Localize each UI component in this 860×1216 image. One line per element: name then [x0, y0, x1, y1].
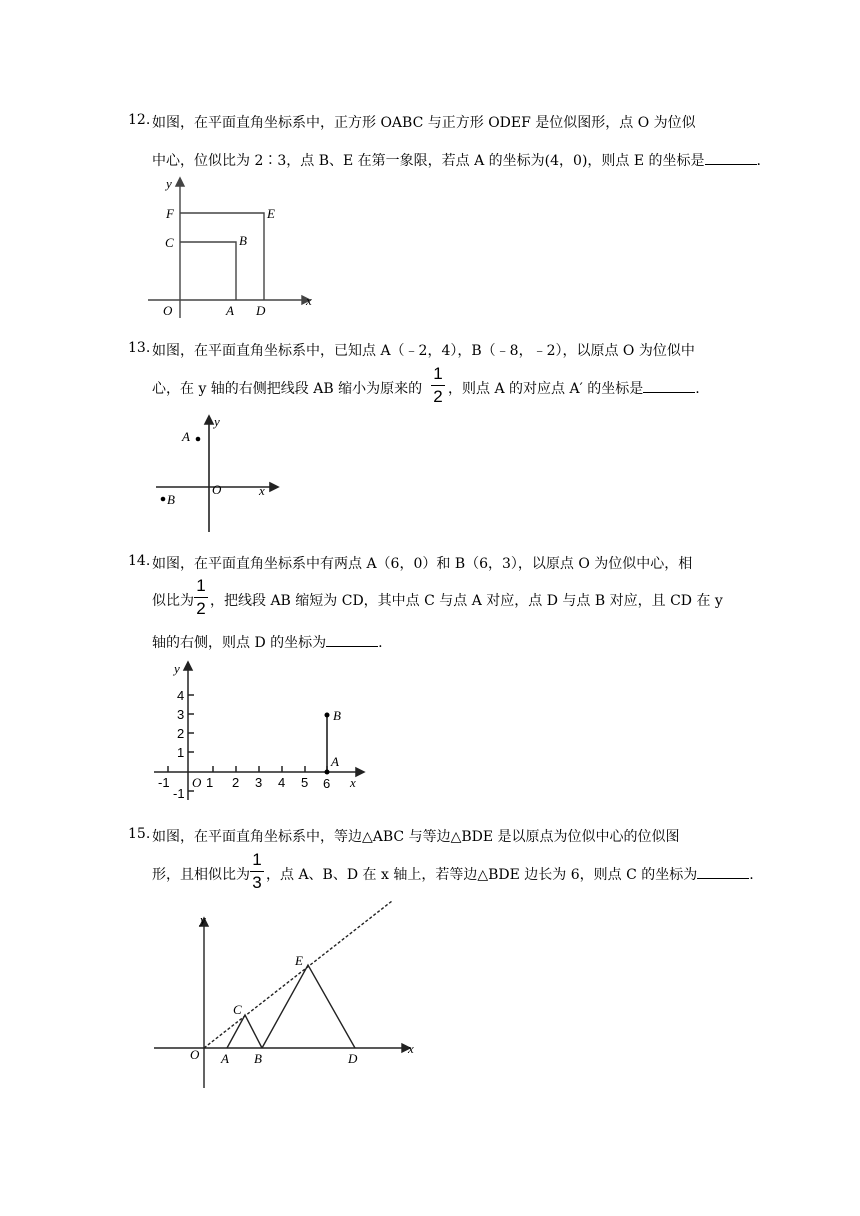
y-tick-4: 4	[177, 688, 185, 703]
label-A: A	[331, 754, 339, 769]
answer-blank[interactable]	[705, 152, 757, 165]
answer-blank[interactable]	[643, 380, 695, 393]
x-tick-1: 1	[206, 775, 214, 790]
fraction: 1 2	[194, 576, 208, 619]
answer-blank[interactable]	[326, 634, 378, 647]
label-A: A	[221, 1051, 229, 1066]
label-O: O	[163, 303, 173, 318]
label-B: B	[333, 708, 341, 723]
question-text-line1: 如图，在平面直角坐标系中，已知点 A（﹣2，4），B（﹣8，﹣2），以原点 O 为位似中	[152, 343, 695, 359]
x-tick-4: 4	[278, 775, 286, 790]
x-axis-label: x	[306, 293, 312, 308]
x-axis-label: x	[259, 483, 265, 498]
label-D: D	[348, 1051, 358, 1066]
x-tick-6: 6	[323, 776, 331, 791]
y-axis-label: y	[200, 912, 206, 927]
question-number: 12.	[128, 112, 151, 128]
x-axis-label: x	[408, 1041, 414, 1056]
label-B: B	[254, 1051, 262, 1066]
question-text-line2a: 心，在 y 轴的右侧把线段 AB 缩小为原来的	[152, 381, 423, 397]
label-D: D	[256, 303, 266, 318]
point-B	[325, 713, 330, 718]
y-tick-1: 1	[177, 745, 185, 760]
label-F: F	[166, 206, 174, 221]
fraction: 1 2	[431, 364, 445, 407]
label-O: O	[190, 1047, 200, 1062]
figure-14	[150, 660, 370, 810]
question-number: 15.	[128, 826, 151, 842]
question-number: 14.	[128, 553, 151, 569]
question-text-line2b: ，点 A、B、D 在 x 轴上，若等边△BDE 边长为 6，则点 C 的坐标为	[266, 867, 698, 883]
label-A: A	[182, 429, 190, 444]
question-text-line3: 轴的右侧，则点 D 的坐标为	[152, 635, 327, 651]
question-text-line2a: 似比为	[152, 593, 194, 609]
x-tick-3: 3	[255, 775, 263, 790]
label-B: B	[167, 492, 175, 507]
question-text-line1: 如图，在平面直角坐标系中，等边△ABC 与等边△BDE 是以原点为位似中心的位似图	[152, 829, 680, 845]
y-axis-label: y	[166, 176, 172, 191]
y-axis-label: y	[214, 414, 220, 429]
x-tick-5: 5	[301, 775, 309, 790]
fraction: 1 3	[250, 850, 264, 893]
figure-12	[140, 172, 330, 322]
figure-15	[150, 896, 430, 1096]
question-number: 13.	[128, 340, 151, 356]
question-text-line2a: 形，且相似比为	[152, 867, 250, 883]
x-tick-neg1: -1	[158, 775, 170, 790]
label-E: E	[295, 953, 303, 968]
question-text-line2b: ，把线段 AB 缩短为 CD，其中点 C 与点 A 对应，点 D 与点 B 对应，且 CD 在 y	[210, 593, 723, 609]
point-A	[325, 770, 330, 775]
figure-13	[150, 414, 290, 534]
x-axis-label: x	[350, 775, 356, 790]
question-text-line1: 如图，在平面直角坐标系中有两点 A（6，0）和 B（6，3），以原点 O 为位似中心，相	[152, 556, 693, 572]
x-tick-2: 2	[232, 775, 240, 790]
label-C: C	[233, 1002, 242, 1017]
question-text-line2b: ，则点 A 的对应点 A′ 的坐标是	[448, 381, 644, 397]
label-O: O	[212, 482, 222, 497]
y-tick-2: 2	[177, 726, 185, 741]
label-E: E	[267, 206, 275, 221]
question-text-line1: 如图，在平面直角坐标系中，正方形 OABC 与正方形 ODEF 是位似图形，点 O 为位似	[152, 115, 696, 131]
label-B: B	[239, 233, 247, 248]
y-axis-label: y	[174, 661, 180, 676]
point-B	[161, 497, 166, 502]
label-O: O	[192, 775, 202, 790]
y-tick-neg1: -1	[173, 786, 185, 801]
answer-blank[interactable]	[697, 866, 749, 879]
question-text-line2: 中心，位似比为 2∶3，点 B、E 在第一象限，若点 A 的坐标为(4，0)，则点 E 的坐标是	[152, 153, 705, 169]
label-A: A	[226, 303, 234, 318]
point-A	[196, 437, 201, 442]
label-C: C	[165, 235, 174, 250]
y-tick-3: 3	[177, 707, 185, 722]
